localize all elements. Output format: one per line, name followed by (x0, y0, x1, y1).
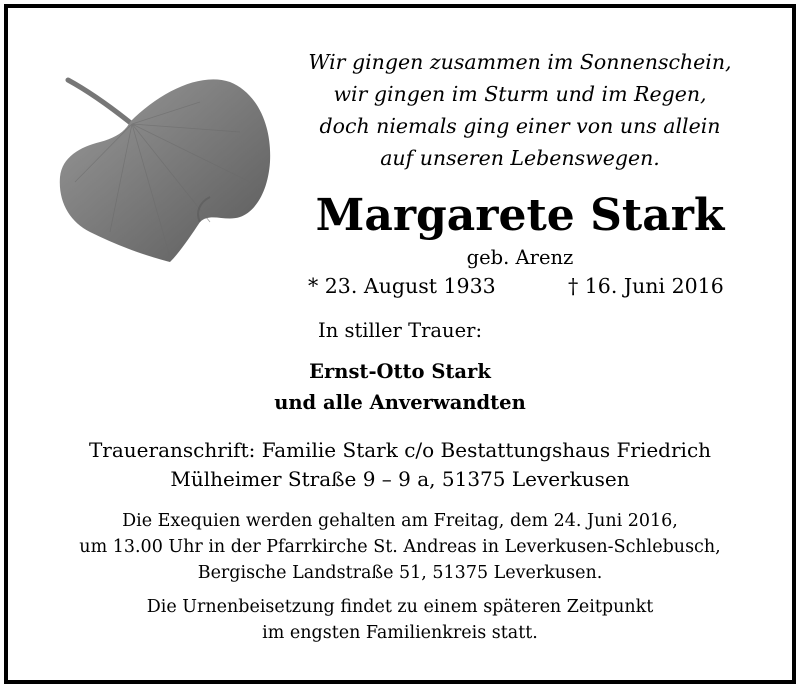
mourning-intro: In stiller Trauer: (318, 319, 483, 342)
service-info (40, 508, 760, 586)
maiden-name: geb. Arenz (466, 246, 574, 269)
death-date: † 16. Juni 2016 (568, 274, 724, 298)
address-line: Mülheimer Straße 9 – 9 a, 51375 Leverkusen (170, 467, 630, 491)
urn-info (40, 594, 760, 646)
poem-line: wir gingen im Sturm und im Regen, (333, 82, 707, 106)
deceased-name: Margarete Stark (315, 190, 725, 241)
mourner-line: und alle Anverwandten (274, 391, 526, 414)
urn-line: Die Urnenbeisetzung findet zu einem späteren Zeitpunkt (146, 597, 654, 617)
mourners (200, 356, 600, 418)
ginkgo-leaf-icon (50, 62, 280, 272)
birth-date: * 23. August 1933 (308, 274, 496, 298)
service-line: Bergische Landstraße 51, 51375 Leverkusen. (197, 563, 603, 583)
address-line: Traueranschrift: Familie Stark c/o Bestattungshaus Friedrich (88, 438, 712, 462)
poem (300, 46, 740, 174)
service-line: um 13.00 Uhr in der Pfarrkirche St. Andreas in Leverkusen-Schlebusch, (79, 537, 721, 557)
mourner-line: Ernst-Otto Stark (309, 360, 491, 383)
mourning-address (40, 436, 760, 494)
poem-line: doch niemals ging einer von uns allein (319, 114, 721, 138)
urn-line: im engsten Familienkreis statt. (262, 623, 538, 643)
poem-line: Wir gingen zusammen im Sonnenschein, (308, 50, 732, 74)
poem-line: auf unseren Lebenswegen. (380, 146, 660, 170)
service-line: Die Exequien werden gehalten am Freitag, dem 24. Juni 2016, (122, 511, 678, 531)
